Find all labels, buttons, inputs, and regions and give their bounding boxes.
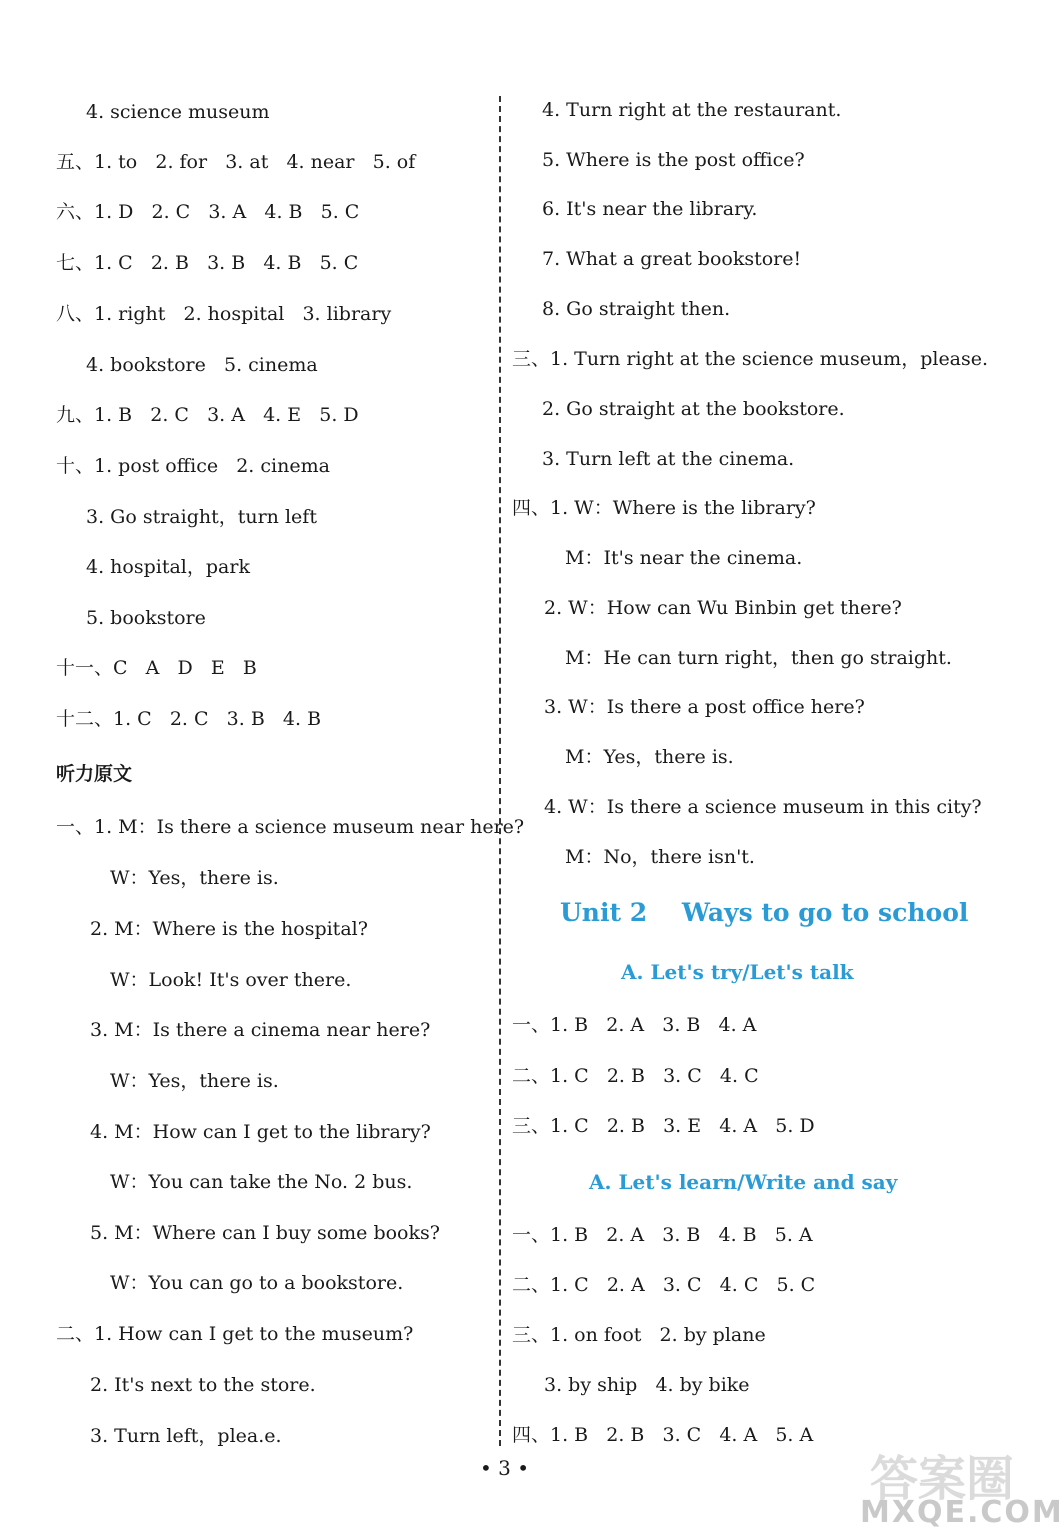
answer-line: 4. Turn right at the restaurant.	[542, 99, 842, 121]
answer-line: 3. Turn left at the cinema.	[542, 448, 795, 470]
answer-line: 五、1. to 2. for 3. at 4. near 5. of	[56, 151, 416, 173]
section-title: A. Let's try/Let's talk	[621, 960, 854, 984]
answer-line: 二、1. C 2. B 3. C 4. C	[512, 1065, 759, 1087]
answer-line: M：It's near the cinema.	[565, 547, 803, 569]
column-divider	[499, 96, 501, 1446]
answer-line: 七、1. C 2. B 3. B 4. B 5. C	[56, 252, 359, 274]
answer-line: 八、1. right 2. hospital 3. library	[56, 303, 392, 325]
answer-line: 十二、1. C 2. C 3. B 4. B	[56, 708, 322, 730]
answer-line: 7. What a great bookstore!	[542, 248, 802, 270]
answer-line: M：He can turn right，then go straight.	[565, 647, 952, 669]
answer-line: 3. Turn left，plea.e.	[90, 1425, 282, 1447]
answer-line: 一、1. B 2. A 3. B 4. A	[512, 1014, 757, 1036]
answer-line: 一、1. M：Is there a science museum near here?	[56, 816, 525, 838]
answer-line: 二、1. How can I get to the museum?	[56, 1323, 414, 1345]
watermark-url: MXQE.COM	[860, 1495, 1064, 1530]
unit-title: Unit 2 Ways to go to school	[560, 898, 969, 927]
answer-line: 一、1. B 2. A 3. B 4. B 5. A	[512, 1224, 813, 1246]
answer-line: M：Yes，there is.	[565, 746, 734, 768]
answer-line: 4. W：Is there a science museum in this city?	[544, 796, 982, 818]
section-title: A. Let's learn/Write and say	[589, 1170, 898, 1194]
answer-line: 4. bookstore 5. cinema	[86, 354, 318, 376]
answer-line: 3. Go straight，turn left	[86, 506, 317, 528]
answer-line: 5. bookstore	[86, 607, 206, 629]
answer-line: 三、1. Turn right at the science museum，please.	[512, 348, 989, 370]
answer-line: 8. Go straight then.	[542, 298, 731, 320]
answer-line: W：You can go to a bookstore.	[110, 1272, 404, 1294]
answer-line: W：Yes，there is.	[110, 867, 279, 889]
answer-line: 2. W：How can Wu Binbin get there?	[544, 597, 902, 619]
answer-line: 四、1. W：Where is the library?	[512, 497, 816, 519]
answer-line: 4. M：How can I get to the library?	[90, 1121, 431, 1143]
answer-line: 3. by ship 4. by bike	[544, 1374, 750, 1396]
answer-line: 5. Where is the post office?	[542, 149, 805, 171]
answer-line: 2. M：Where is the hospital?	[90, 918, 368, 940]
answer-line: 6. It's near the library.	[542, 198, 758, 220]
answer-line: 3. M：Is there a cinema near here?	[90, 1019, 431, 1041]
answer-line: 四、1. B 2. B 3. C 4. A 5. A	[512, 1424, 814, 1446]
answer-line: W：Look! It's over there.	[110, 969, 352, 991]
watermark-logo: 答案圈	[870, 1451, 1015, 1507]
answer-line: 六、1. D 2. C 3. A 4. B 5. C	[56, 201, 360, 223]
answer-line: 5. M：Where can I buy some books?	[90, 1222, 440, 1244]
answer-line: 4. hospital，park	[86, 556, 250, 578]
answer-line: 九、1. B 2. C 3. A 4. E 5. D	[56, 404, 359, 426]
answer-line: 4. science museum	[86, 101, 270, 123]
answer-line: W：Yes，there is.	[110, 1070, 279, 1092]
answer-line: 二、1. C 2. A 3. C 4. C 5. C	[512, 1274, 816, 1296]
answer-line: 十一、C A D E B	[56, 657, 257, 679]
page-number: • 3 •	[480, 1456, 530, 1480]
answer-line: 2. Go straight at the bookstore.	[542, 398, 845, 420]
answer-line: W：You can take the No. 2 bus.	[110, 1171, 413, 1193]
listening-heading: 听力原文	[56, 763, 133, 785]
answer-line: 三、1. on foot 2. by plane	[512, 1324, 766, 1346]
answer-line: M：No，there isn't.	[565, 846, 755, 868]
answer-line: 2. It's next to the store.	[90, 1374, 316, 1396]
answer-line: 三、1. C 2. B 3. E 4. A 5. D	[512, 1115, 815, 1137]
answer-line: 十、1. post office 2. cinema	[56, 455, 330, 477]
answer-line: 3. W：Is there a post office here?	[544, 696, 865, 718]
